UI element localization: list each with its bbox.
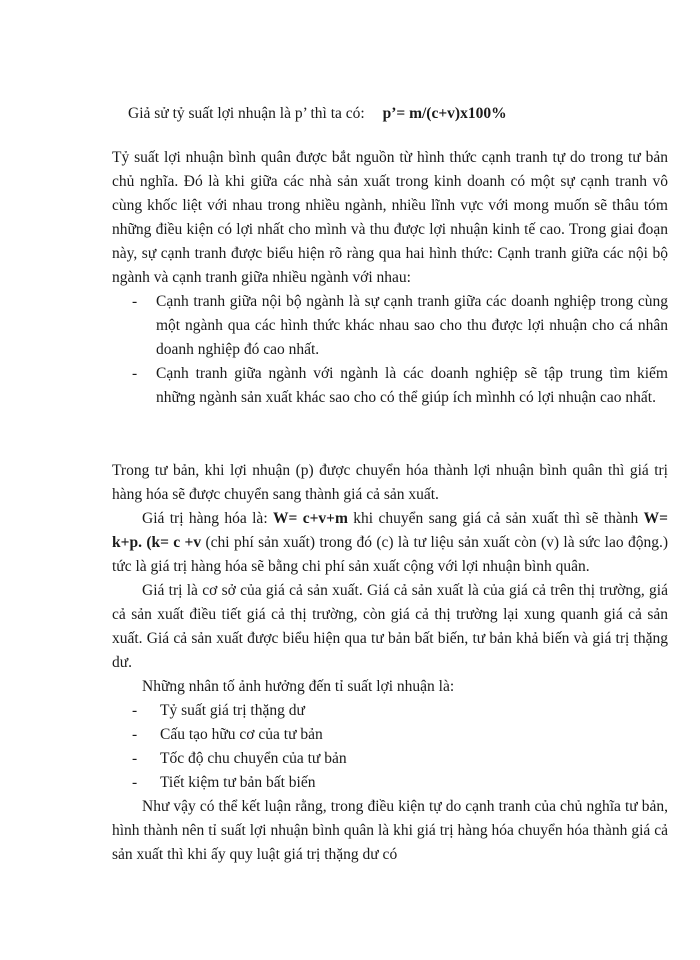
bullet-dash: - [132, 293, 138, 310]
factor-item [112, 771, 668, 795]
factor-text: Tốc độ chu chuyển của tư bản [160, 750, 347, 767]
production-price-section [112, 459, 668, 867]
profit-rate-formula-line [128, 102, 668, 126]
competition-section [112, 146, 668, 410]
bullet-dash: - [132, 702, 138, 719]
profit-rate-formula: p’= m/(c+v)x100% [382, 105, 507, 122]
factor-item [112, 747, 668, 771]
factor-item [112, 699, 668, 723]
bullet-item-inter-industry-competition [112, 362, 668, 410]
bullet-text: Cạnh tranh giữa nội bộ ngành là sự cạnh tranh giữa các doanh nghiệp trong cùng một ngành qua các hình thức khác nhau sao cho thu được lợi nhuận cho cá nhân doanh nghiệp đó cao nhất. [156, 293, 668, 358]
value-formula-1: W= c+v+m [273, 510, 348, 527]
value-text-2: khi chuyển sang giá cả sản xuất thì sẽ thành [347, 510, 644, 527]
factor-text: Tỷ suất giá trị thặng dư [160, 702, 305, 719]
bullet-dash: - [132, 726, 138, 743]
factors-intro: Những nhân tố ảnh hưởng đến tỉ suất lợi nhuận là: [142, 678, 455, 695]
bullet-text: Cạnh tranh giữa ngành với ngành là các doanh nghiệp sẽ tập trung tìm kiếm những ngành sản xuất khác sao cho có thể giúp ích mìnhh có lợi nhuận cao nhất. [156, 365, 668, 406]
bullet-dash: - [132, 774, 138, 791]
value-text-3: (chi phí sản xuất) trong đó (c) là tư liệu sản xuất còn (v) là sức lao động.) tức là giá trị hàng hóa sẽ bằng chi phí sản xuất cộng với lợi nhuận bình quân. [112, 534, 668, 575]
bullet-dash: - [132, 365, 138, 382]
production-price-intro: Trong tư bản, khi lợi nhuận (p) được chuyển hóa thành lợi nhuận bình quân thì giá trị hàng hóa sẽ được chuyển sang thành giá cả sản xuất. [112, 462, 668, 503]
factor-item [112, 723, 668, 747]
factor-text: Cấu tạo hữu cơ của tư bản [160, 726, 323, 743]
factor-text: Tiết kiệm tư bản bất biến [160, 774, 316, 791]
value-basis-paragraph: Giá trị là cơ sở của giá cả sản xuất. Giá cả sản xuất là của giá cả trên thị trường, giá cả sản xuất điều tiết giá cả thị trường, còn giá cả thị trường lại xung quanh giá cả sản xuất. Giá cả sản xuất được biểu hiện qua tư bản bất biến, tư bản khả biến và giá trị thặng dư. [112, 582, 668, 671]
conclusion-paragraph: Như vậy có thể kết luận rằng, trong điều kiện tự do cạnh tranh của chủ nghĩa tư bản, hình thành nên tỉ suất lợi nhuận bình quân là khi giá trị hàng hóa chuyển hóa thành giá cả sản xuất thì khi ấy quy luật giá trị thặng dư có [112, 798, 668, 863]
formula-intro-text: Giả sử tỷ suất lợi nhuận là p’ thì ta có: [128, 105, 365, 122]
bullet-dash: - [132, 750, 138, 767]
bullet-item-internal-competition [112, 290, 668, 362]
competition-paragraph: Tỷ suất lợi nhuận bình quân được bắt nguồn từ hình thức cạnh tranh tự do trong tư bản chủ nghĩa. Đó là khi giữa các nhà sản xuất trong kinh doanh có một sự cạnh tranh vô cùng khốc liệt với nhau trong nhiều ngành, nhiều lĩnh vực với mong muốn sẽ thâu tóm những điều kiện có lợi nhất cho mình và thu được lợi nhuận kinh tế cao. Trong giai đoạn này, sự cạnh tranh được biểu hiện rõ ràng qua hai hình thức: Cạnh tranh giữa các nội bộ ngành và cạnh tranh giữa nhiều ngành với nhau: [112, 149, 668, 286]
value-text-1: Giá trị hàng hóa là: [142, 510, 273, 527]
value-formula-2: W= k+p. (k= c +v [112, 510, 669, 551]
commodity-value-paragraph [112, 507, 668, 579]
